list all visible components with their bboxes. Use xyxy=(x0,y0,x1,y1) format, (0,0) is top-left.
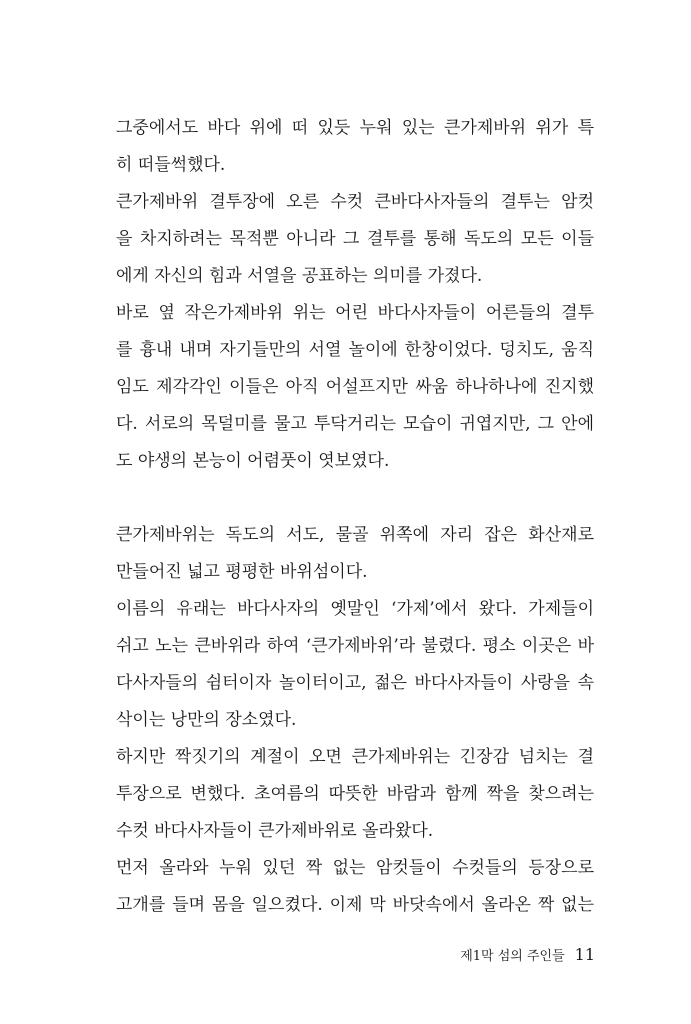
page-footer xyxy=(460,946,595,966)
text-line: 큰가제바위는 독도의 서도, 물골 위쪽에 자리 잡은 화산재로 xyxy=(116,525,594,545)
text-line: 바로 옆 작은가제바위 위는 어린 바다사자들이 어른들의 결투 xyxy=(116,303,594,323)
text-line: 큰가제바위 결투장에 오른 수컷 큰바다사자들의 결투는 암컷 xyxy=(116,192,594,212)
page-number: 11 xyxy=(574,945,595,964)
text-line: 이름의 유래는 바다사자의 옛말인 ‘가제’에서 왔다. 가제들이 xyxy=(116,599,594,619)
text-line: 하지만 짝짓기의 계절이 오면 큰가제바위는 긴장감 넘치는 결 xyxy=(116,747,594,767)
text-line: 를 흉내 내며 자기들만의 서열 놀이에 한창이었다. 덩치도, 움직 xyxy=(116,340,594,360)
text-line: 그중에서도 바다 위에 떠 있듯 누워 있는 큰가제바위 위가 특 xyxy=(116,118,594,138)
text-line: 을 차지하려는 목적뿐 아니라 그 결투를 통해 독도의 모든 이들 xyxy=(116,229,594,249)
text-line: 에게 자신의 힘과 서열을 공표하는 의미를 가졌다. xyxy=(116,266,483,286)
text-line: 쉬고 노는 큰바위라 하여 ‘큰가제바위’라 불렸다. 평소 이곳은 바 xyxy=(116,636,594,656)
text-line: 만들어진 넓고 평평한 바위섬이다. xyxy=(116,562,368,582)
text-line: 삭이는 낭만의 장소였다. xyxy=(116,710,297,730)
text-line: 수컷 바다사자들이 큰가제바위로 올라왔다. xyxy=(116,821,434,841)
text-line: 고개를 들며 몸을 일으켰다. 이제 막 바닷속에서 올라온 짝 없는 xyxy=(116,895,594,915)
running-title: 제1막 섬의 주인들 xyxy=(460,949,565,964)
text-line: 다. 서로의 목덜미를 물고 투닥거리는 모습이 귀엽지만, 그 안에 xyxy=(116,414,594,434)
text-line: 히 떠들썩했다. xyxy=(116,155,226,175)
text-line: 다사자들의 쉼터이자 놀이터이고, 젊은 바다사자들이 사랑을 속 xyxy=(116,673,594,693)
text-line: 먼저 올라와 누워 있던 짝 없는 암컷들이 수컷들의 등장으로 xyxy=(116,858,594,878)
text-line: 투장으로 변했다. 초여름의 따뜻한 바람과 함께 짝을 찾으려는 xyxy=(116,784,594,804)
text-line: 임도 제각각인 이들은 아직 어설프지만 싸움 하나하나에 진지했 xyxy=(116,377,594,397)
text-line: 도 야생의 본능이 어렴풋이 엿보였다. xyxy=(116,451,390,471)
